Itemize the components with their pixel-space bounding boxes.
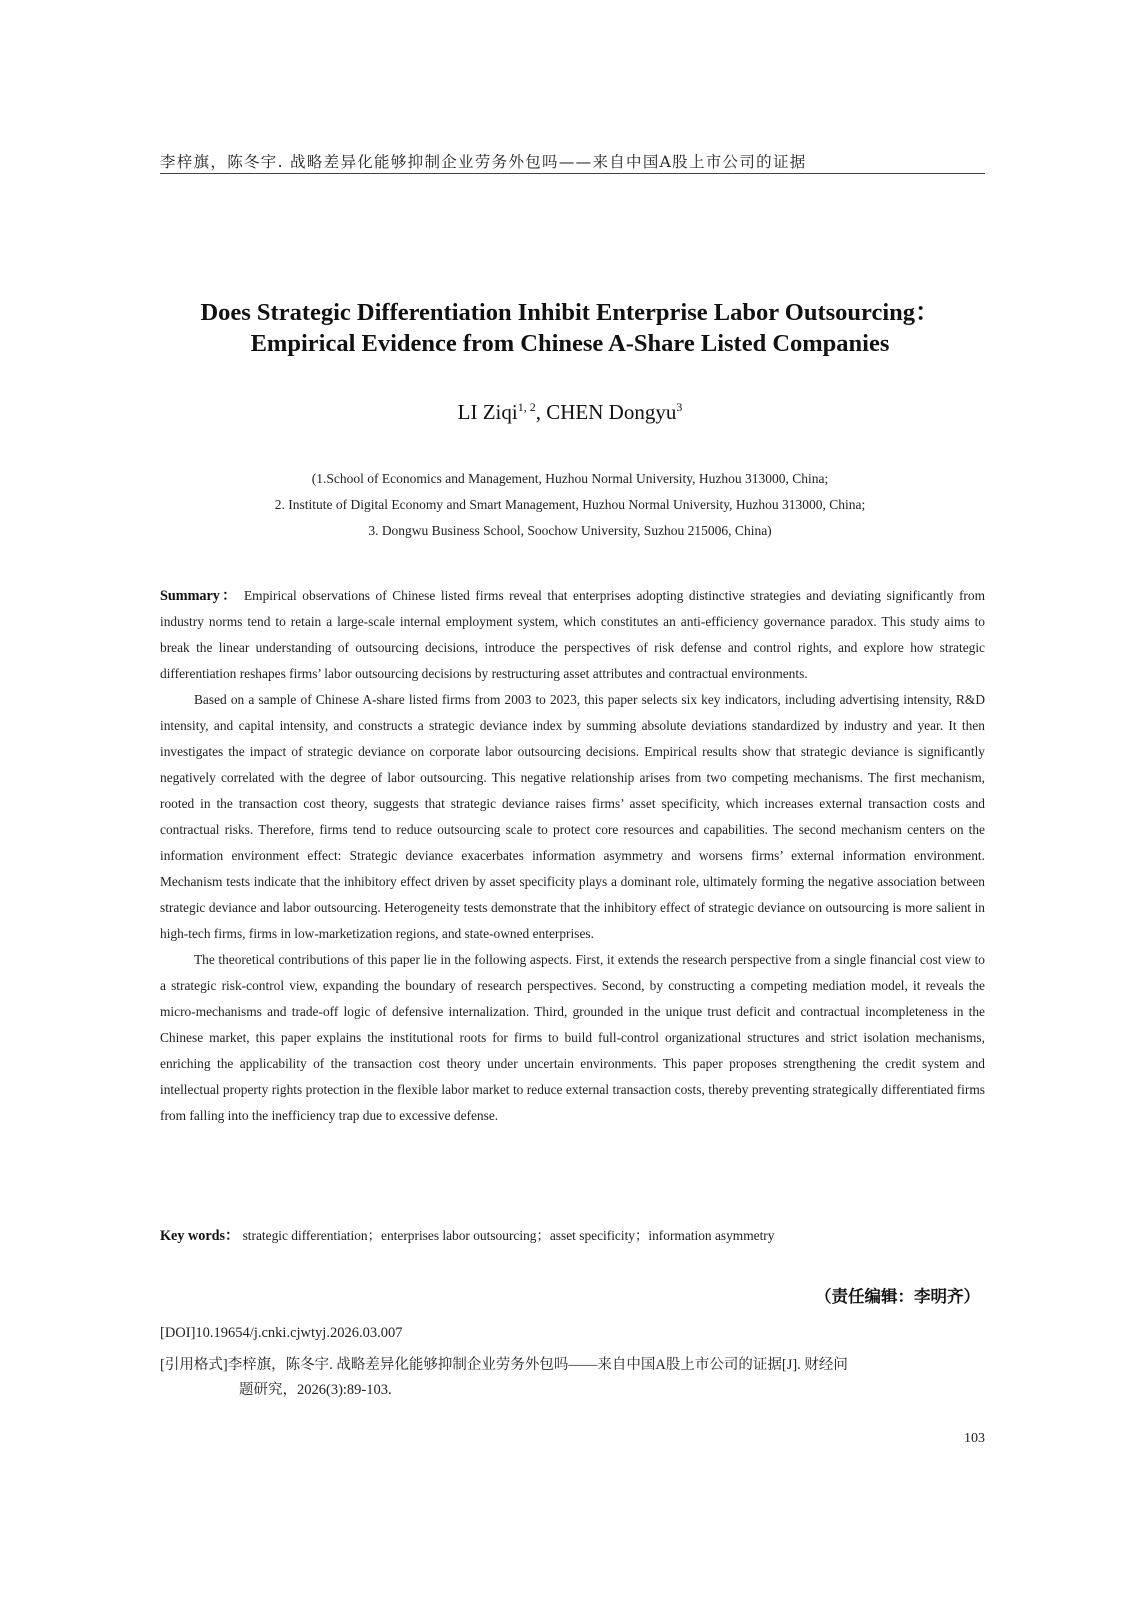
abstract-paragraph-1-text: Empirical observations of Chinese listed firms reveal that enterprises adopting distinctive strategies and deviating significantly from industry norms tend to retain a large-scale internal employment system, which constitutes an anti-efficiency governance paradox. This study aims to break the linear understanding of outsourcing decisions, introduce the perspectives of risk defense and control rights, and explore how strategic differentiation reshapes firms’ labor outsourcing decisions by restructuring asset attributes and contractual environments. — [160, 588, 986, 681]
author-1-affiliation-marks: 1, 2 — [517, 400, 536, 414]
abstract — [160, 583, 985, 1129]
affiliation-1: (1.School of Economics and Management, Huzhou Normal University, Huzhou 313000, China; — [311, 471, 829, 486]
author-2-affiliation-marks: 3 — [676, 400, 683, 414]
abstract-paragraph-3: The theoretical contributions of this paper lie in the following aspects. First, it extends the research perspective from a single financial cost view to a strategic risk-control view, expanding the boundary of research perspectives. Second, by constructing a competing mediation model, it reveals the micro-mechanisms and trade-off logic of defensive internalization. Third, grounded in the unique trust deficit and contractual incompleteness in the Chinese market, this paper explains the institutional roots for firms to build full-control organizational structures and strict isolation mechanisms, enriching the applicability of the transaction cost theory under uncertain environments. This paper proposes strengthening the credit system and intellectual property rights protection in the flexible labor market to reduce external transaction costs, thereby preventing strategically differentiated firms from falling into the inefficiency trap due to excessive defense. — [160, 952, 985, 1123]
abstract-paragraph-2: Based on a sample of Chinese A-share listed firms from 2003 to 2023, this paper selects six key indicators, including advertising intensity, R&D intensity, and capital intensity, and constructs a strategic deviance index by summing absolute deviations standardized by industry and year. It then investigates the impact of strategic deviance on corporate labor outsourcing decisions. Empirical results show that strategic deviance is significantly negatively correlated with the degree of labor outsourcing. This negative relationship arises from two competing mechanisms. The first mechanism, rooted in the transaction cost theory, suggests that strategic deviance raises firms’ asset specificity, which increases external transaction costs and contractual risks. Therefore, firms tend to reduce outsourcing scale to protect core resources and capabilities. The second mechanism centers on the information environment effect: Strategic deviance exacerbates information asymmetry and worsens firms’ external information environment. Mechanism tests indicate that the inhibitory effect driven by asset specificity plays a dominant role, ultimately forming the negative association between strategic deviance and labor outsourcing. Heterogeneity tests demonstrate that the inhibitory effect of strategic deviance on outsourcing is more salient in high-tech firms, firms in low-marketization regions, and state-owned enterprises. — [160, 692, 985, 941]
author-2-name: CHEN Dongyu — [546, 400, 677, 424]
citation-line-2: 题研究，2026(3):89-103. — [239, 1382, 392, 1398]
abstract-paragraph-1 — [160, 583, 985, 687]
summary-label: Summary： — [160, 588, 239, 604]
doi: [DOI]10.19654/j.cnki.cjwtyj.2026.03.007 — [160, 1325, 403, 1341]
author-1-name: LI Ziqi — [457, 400, 518, 424]
title-line-2: Empirical Evidence from Chinese A-Share Listed Companies — [250, 330, 890, 357]
affiliation-3: 3. Dongwu Business School, Soochow University, Suzhou 215006, China) — [368, 523, 772, 538]
keywords — [160, 1225, 985, 1245]
page-number: 103 — [964, 1431, 985, 1446]
title-line-1: Does Strategic Differentiation Inhibit Enterprise Labor Outsourcing： — [200, 299, 940, 326]
citation-line-1: [引用格式]李梓旗，陈冬宇. 战略差异化能够抑制企业劳务外包吗——来自中国A股上市公司的证据[J]. 财经问 — [160, 1357, 848, 1373]
keywords-label: Key words： — [160, 1228, 240, 1244]
authors — [0, 400, 1140, 425]
header-rule — [160, 173, 985, 174]
keywords-text: strategic differentiation；enterprises labor outsourcing；asset specificity；information asymmetry — [242, 1228, 775, 1243]
author-separator: , — [535, 400, 547, 424]
running-head: 李梓旗，陈冬宇. 战略差异化能够抑制企业劳务外包吗——来自中国A股上市公司的证据 — [160, 153, 807, 171]
affiliation-2: 2. Institute of Digital Economy and Smart Management, Huzhou Normal University, Huzhou 313000, China; — [274, 497, 866, 512]
responsible-editor: （责任编辑：李明齐） — [815, 1287, 980, 1306]
citation-format — [160, 1353, 985, 1399]
